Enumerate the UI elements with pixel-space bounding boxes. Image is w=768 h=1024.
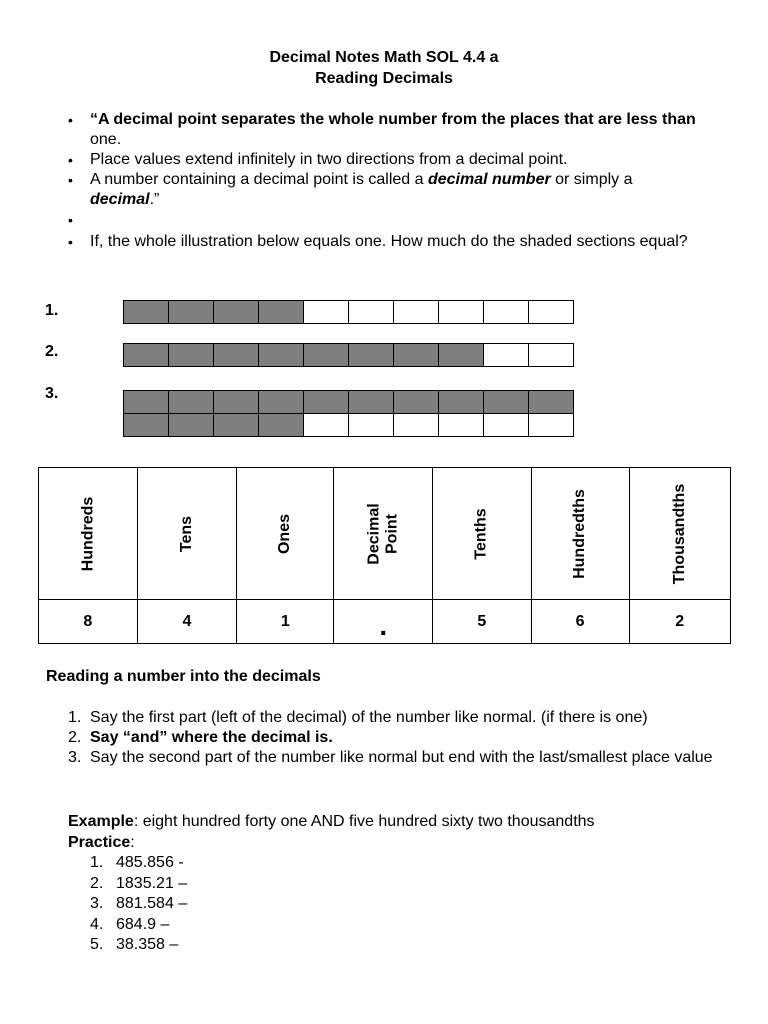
example-label: Example: [68, 813, 134, 830]
empty-cell: [349, 300, 394, 324]
empty-cell: [439, 300, 484, 324]
empty-cell: [394, 414, 439, 437]
shaded-cell: [349, 390, 394, 414]
note-3-end: .”: [149, 191, 160, 208]
header-ones: Ones: [237, 468, 334, 600]
example-line: [68, 812, 595, 832]
shaded-cell: [484, 390, 529, 414]
problem-2-number: 2.: [45, 343, 59, 360]
empty-cell: [304, 300, 349, 324]
practice-item: 2. 1835.21 –: [90, 874, 188, 892]
empty-cell: [349, 414, 394, 437]
note-bullet-3: [68, 170, 728, 210]
value-thousandths: 2: [629, 600, 730, 644]
empty-cell: [529, 343, 574, 367]
note-bullet-1: [68, 110, 728, 150]
header-hundredths: Hundredths: [531, 468, 629, 600]
shaded-cell: [259, 414, 304, 437]
empty-cell: [529, 300, 574, 324]
problem-3-number: 3.: [45, 385, 59, 402]
title-line-2: Reading Decimals: [315, 70, 453, 87]
shaded-cell: [169, 343, 214, 367]
note-3-bold-1: decimal number: [427, 171, 551, 188]
practice-label: Practice: [68, 834, 131, 851]
practice-item: 3. 881.584 –: [90, 895, 188, 912]
problem-1-grid: [123, 300, 574, 324]
shaded-cell: [394, 390, 439, 414]
empty-cell: [484, 343, 529, 367]
shaded-cell: [529, 390, 574, 414]
note-bullet-2: [68, 150, 728, 170]
shaded-cell: [259, 343, 304, 367]
practice-item: 5. 38.358 –: [90, 936, 179, 953]
note-4-text: If, the whole illustration below equals one. How much do the shaded sections equal?: [90, 233, 688, 250]
notes-list: [68, 110, 728, 252]
shaded-cell: [439, 390, 484, 414]
shaded-cell: [214, 414, 259, 437]
step-2: 2. Say “and” where the decimal is.: [68, 729, 333, 746]
note-3-bold-2: decimal: [90, 191, 150, 208]
place-value-table: [38, 467, 731, 644]
shaded-cell: [304, 343, 349, 367]
header-decimal-point: [334, 468, 433, 600]
shaded-cell: [124, 343, 169, 367]
empty-cell: [439, 414, 484, 437]
spacer: [68, 210, 728, 232]
shaded-cell: [169, 300, 214, 324]
shaded-cell: [124, 414, 169, 437]
header-hundreds: Hundreds: [39, 468, 138, 600]
note-3-mid: or simply a: [550, 171, 633, 188]
header-tenths: Tenths: [433, 468, 532, 600]
step-1: 1. Say the first part (left of the decimal) of the number like normal. (if there is one): [68, 709, 648, 726]
empty-cell: [484, 414, 529, 437]
reading-steps: [68, 708, 728, 768]
header-tens: Tens: [137, 468, 236, 600]
problem-1-number: 1.: [45, 302, 59, 319]
problem-2-grid: [123, 343, 574, 367]
header-thousandths: Thousandths: [629, 468, 730, 600]
practice-list: [90, 853, 187, 956]
empty-cell: [304, 414, 349, 437]
example-text: : eight hundred forty one AND five hundred sixty two thousandths: [133, 813, 595, 830]
empty-cell: [529, 414, 574, 437]
header-dp-line-1: Decimal: [365, 502, 383, 565]
shaded-cell: [349, 343, 394, 367]
shaded-cell: [439, 343, 484, 367]
page-title: [0, 47, 768, 89]
header-dp-line-2: Point: [383, 513, 401, 554]
title-line-1: Decimal Notes Math SOL 4.4 a: [269, 49, 499, 66]
value-tens: 4: [137, 600, 236, 644]
note-1-cont: one.: [90, 131, 122, 148]
value-ones: 1: [237, 600, 334, 644]
value-hundredths: 6: [531, 600, 629, 644]
shaded-cell: [124, 390, 169, 414]
value-tenths: 5: [433, 600, 532, 644]
step-3: 3. Say the second part of the number like normal but end with the last/smallest place value: [68, 749, 713, 766]
note-2-text: Place values extend infinitely in two directions from a decimal point.: [90, 151, 568, 168]
problem-3-grid-row-2: [123, 414, 574, 437]
note-bullet-4: [68, 232, 728, 252]
shaded-cell: [304, 390, 349, 414]
shaded-cell: [214, 343, 259, 367]
shaded-cell: [169, 414, 214, 437]
note-1-text: “A decimal point separates the whole number from the places that are less than: [90, 111, 696, 128]
place-value-values-row: [39, 600, 731, 644]
note-3-pre: A number containing a decimal point is called a: [90, 171, 428, 188]
shaded-cell: [394, 343, 439, 367]
value-hundreds: 8: [39, 600, 138, 644]
shaded-cell: [259, 390, 304, 414]
practice-item: 4. 684.9 –: [90, 915, 170, 933]
empty-cell: [484, 300, 529, 324]
shaded-cell: [124, 300, 169, 324]
empty-cell: [394, 300, 439, 324]
reading-heading: Reading a number into the decimals: [46, 668, 321, 685]
shaded-cell: [169, 390, 214, 414]
practice-heading: Practice:: [68, 834, 135, 851]
value-decimal-point: .: [334, 600, 433, 644]
place-value-header-row: [39, 468, 731, 600]
shaded-cell: [214, 390, 259, 414]
problem-3-grid-row-1: [123, 390, 574, 414]
shaded-cell: [214, 300, 259, 324]
practice-item: 1. 485.856 -: [90, 854, 184, 871]
shaded-cell: [259, 300, 304, 324]
